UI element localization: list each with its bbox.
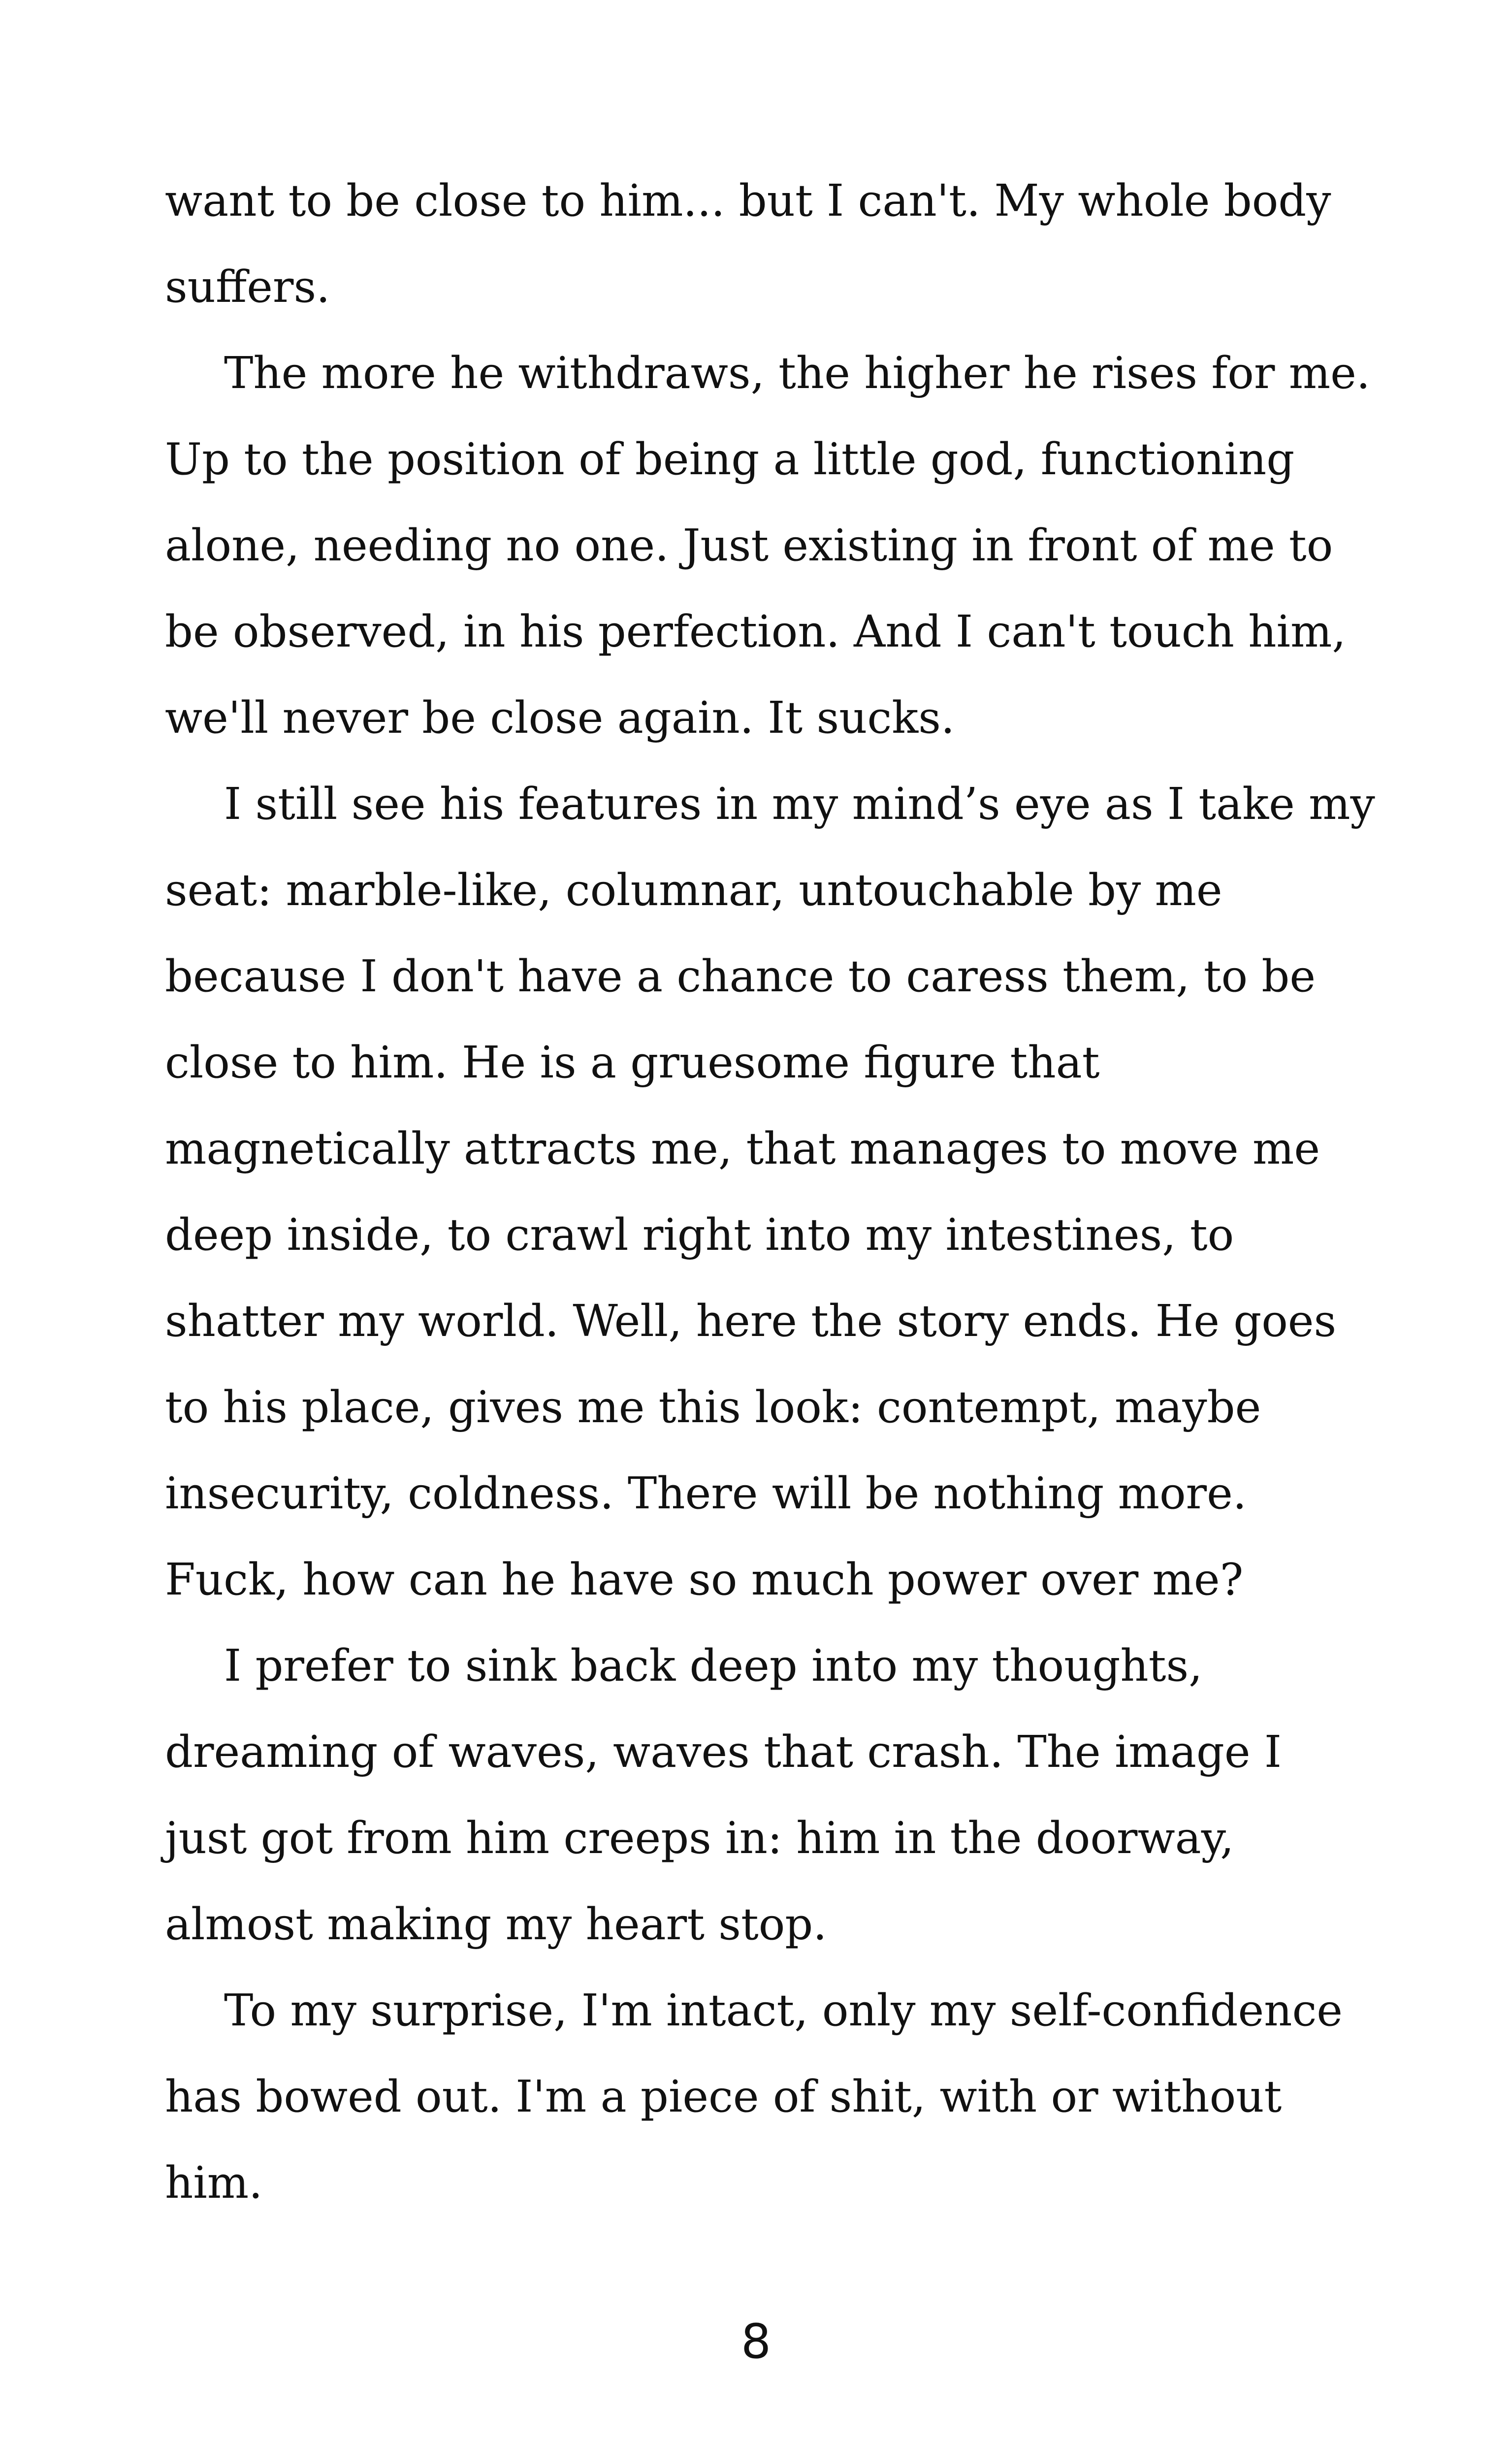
paragraph: I still see his features in my mind’s eye as I take my seat: marble-like, columnar, untouchable by me because I don't have a chance to caress them, to be close to him. He is a gruesome figure that magnetically attracts me, that manages to move me deep inside, to crawl right into my intestines, to shatter my world. Well, here the story ends. He goes to his place, gives me this look: contempt, maybe insecurity, coldness. There will be nothing more. Fuck, how can he have so much power over me? xyxy=(165,778,1375,1605)
body-text xyxy=(165,158,1376,2226)
paragraph: I prefer to sink back deep into my thoughts, dreaming of waves, waves that crash. The image I just got from him creeps in: him in the doorway, almost making my heart stop. xyxy=(165,1640,1282,1950)
paragraph: To my surprise, I'm intact, only my self-confidence has bowed out. I'm a piece of shit, with or without him. xyxy=(165,1985,1343,2208)
paragraph-continued: want to be close to him... but I can't. My whole body suffers. xyxy=(165,175,1331,312)
page-number: 8 xyxy=(740,2314,772,2369)
paragraph: The more he withdraws, the higher he rises for me. Up to the position of being a little god, functioning alone, needing no one. Just existing in front of me to be observed, in his perfection. And I can't touch him, we'll never be close again. It sucks. xyxy=(165,347,1371,743)
